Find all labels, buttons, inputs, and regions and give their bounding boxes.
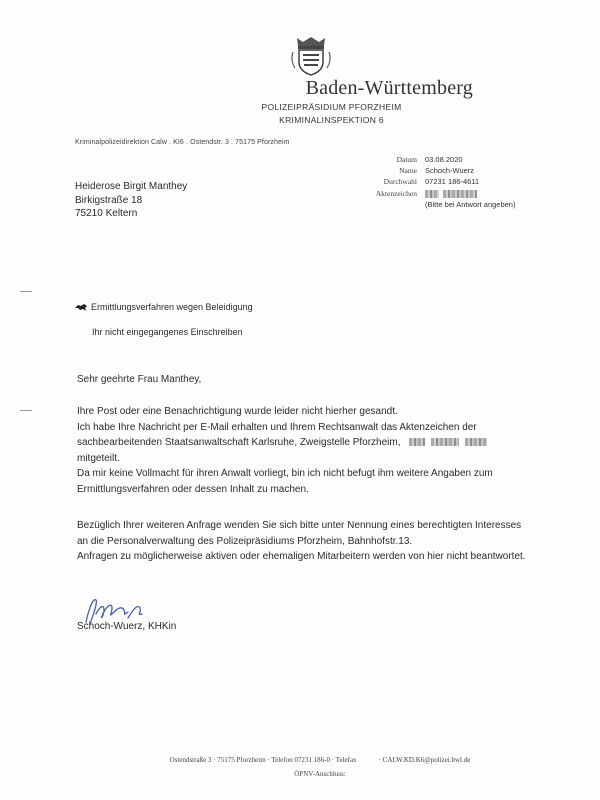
body-paragraph-2 [77,518,577,565]
recipient-street: Birkigstraße 18 [75,194,143,206]
body-line: Ermittlungsverfahren oder dessen Inhalt zu machen. [77,483,309,495]
body-line: Ich habe Ihre Nachricht per E-Mail erhalten und Ihrem Rechtsanwalt das Aktenzeichen der [77,421,477,433]
coat-of-arms-icon [289,36,333,76]
phone-label: Durchwahl [383,177,417,186]
name-value: Schoch-Wuerz [425,166,475,175]
body-line: Bezüglich Ihrer weiteren Anfrage wenden Sie sich bitte unter Nennung eines berechtigten Interesses [77,520,522,531]
date-value: 03.08.2020 [425,155,463,164]
file-number-note: (Bitte bei Antwort angeben) [425,200,516,209]
phone-value: 07231 186-4611 [425,177,480,186]
body-line: mitgeteilt. [77,452,120,464]
body-line: Da mir keine Vollmacht für ihren Anwalt vorliegt, bin ich nicht befugt ihm weitere Angaben zum [77,468,493,479]
sender-return-address: Kriminalpolizeidirektion Calw . KI6 . Ostendstr. 3 . 75175 Pforzheim [75,139,290,146]
subject-text: Ermittlungsverfahren wegen Beleidigung [91,302,253,312]
footer-transit: ÖPNV-Anschluss: [294,770,346,778]
body-line: Ihre Post oder eine Benachrichtigung wurde leider nicht hierher gesandt. [77,406,398,417]
punch-mark [20,410,32,411]
authority-name: POLIZEIPRÄSIDIUM PFORZHEIM [261,102,402,112]
state-name: Baden-Württemberg [305,77,473,99]
recipient-address [75,180,187,221]
fold-mark [20,291,32,292]
subject-secondary: Ihr nicht eingegangenes Einschreiben [92,327,243,337]
redacted-block [465,438,487,446]
file-number-value [425,189,477,198]
name-label: Name [399,166,417,175]
body-line [77,435,577,451]
body-text: sachbearbeitenden Staatsanwaltschaft Karlsruhe, Zweigstelle Pforzheim, [77,437,401,448]
redacted-block [425,190,439,198]
body-paragraph-1 [77,404,577,497]
body-line: Anfragen zu möglicherweise aktiven oder ehemaligen Mitarbeitern werden von hier nicht beantwortet. [77,551,526,562]
redacted-block [409,438,425,446]
redacted-block [431,438,459,446]
footer-email: · CALW.KD.K6@polizei.bwl.de [378,756,471,764]
salutation: Sehr geehrte Frau Manthey, [77,374,202,385]
footer-contact [100,756,540,764]
footer-address: Ostendstraße 3 · 75175 Pforzheim · Telefon 07231 186-0 · Telefax [169,756,357,764]
subject-line [75,302,253,312]
body-line: an die Personalverwaltung des Polizeipräsidiums Pforzheim, Bahnhofstr.13. [77,535,413,547]
recipient-city: 75210 Keltern [75,208,138,219]
department-name: KRIMINALINSPEKTION 6 [279,115,384,125]
recipient-name: Heiderose Birgit Manthey [75,181,188,192]
date-label: Datum [396,155,417,164]
redacted-block [443,190,477,198]
file-number-label: Aktenzeichen [375,189,417,198]
signature-name: Schoch-Wuerz, KHKin [77,621,177,632]
lion-icon [75,304,87,311]
